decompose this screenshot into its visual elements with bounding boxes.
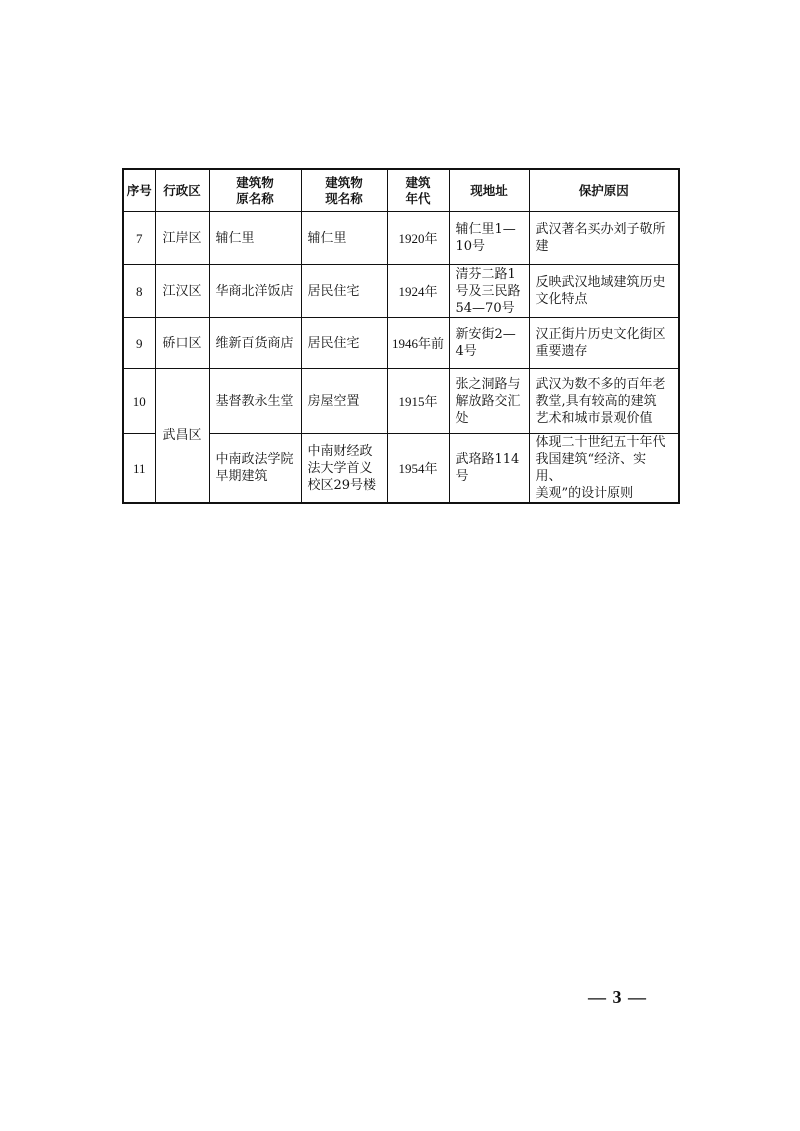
- cell-district: 江汉区: [155, 265, 209, 318]
- cell-current-name: [301, 318, 387, 369]
- cell-address-text: 武珞路114 号: [455, 452, 520, 484]
- cell-original-name: [209, 212, 301, 265]
- header-era: [387, 169, 449, 212]
- cell-original-name-text: 基督教永生堂: [215, 393, 294, 409]
- cell-current-name: [301, 434, 387, 504]
- cell-era: 1924年: [387, 265, 449, 318]
- cell-original-name-text: 华商北洋饭店: [215, 283, 294, 299]
- cell-era: 1915年: [387, 369, 449, 434]
- cell-address: [449, 265, 529, 318]
- header-current-name: [301, 169, 387, 212]
- page-number: — 3 —: [588, 987, 647, 1007]
- cell-address: [449, 318, 529, 369]
- header-current-name-text: 建筑物 现名称: [325, 174, 363, 206]
- cell-address: [449, 212, 529, 265]
- header-reason: 保护原因: [529, 169, 679, 212]
- cell-current-name-text: 辅仁里: [307, 230, 347, 246]
- header-original-name: [209, 169, 301, 212]
- cell-address-text: 清芬二路1 号及三民路 54—70号: [455, 266, 521, 316]
- cell-address-text: 辅仁里1— 10号: [455, 222, 516, 254]
- cell-reason: [529, 265, 679, 318]
- cell-original-name-text: 辅仁里: [215, 230, 255, 246]
- cell-current-name: [301, 265, 387, 318]
- header-district: 行政区: [155, 169, 209, 212]
- cell-district: 江岸区: [155, 212, 209, 265]
- cell-reason: [529, 318, 679, 369]
- table-row: [123, 369, 679, 434]
- table-header-row: [123, 169, 679, 212]
- cell-reason-text: 武汉著名买办刘子敬所 建: [535, 222, 666, 254]
- cell-district: 武昌区: [155, 369, 209, 504]
- cell-reason-text: 体现二十世纪五十年代 我国建筑“经济、实用、 美观”的设计原则: [535, 435, 666, 501]
- cell-original-name: [209, 318, 301, 369]
- table-row: [123, 265, 679, 318]
- cell-seq: 11: [123, 434, 155, 504]
- cell-current-name-text: 居民住宅: [307, 335, 360, 351]
- cell-reason-text: 汉正街片历史文化街区 重要遗存: [535, 327, 666, 359]
- cell-original-name: [209, 434, 301, 504]
- cell-current-name-text: 居民住宅: [307, 283, 360, 299]
- cell-original-name-text: 中南政法学院 早期建筑: [215, 452, 294, 484]
- cell-reason: [529, 434, 679, 504]
- cell-reason-text: 武汉为数不多的百年老 教堂,具有较高的建筑 艺术和城市景观价值: [535, 376, 666, 426]
- cell-address: [449, 434, 529, 504]
- cell-era: 1946年前: [387, 318, 449, 369]
- cell-address-text: 张之洞路与 解放路交汇 处: [455, 376, 521, 426]
- cell-current-name-text: 房屋空置: [307, 393, 360, 409]
- cell-reason: [529, 369, 679, 434]
- table-row: [123, 318, 679, 369]
- cell-seq: 9: [123, 318, 155, 369]
- cell-reason-text: 反映武汉地域建筑历史 文化特点: [535, 275, 666, 307]
- cell-seq: 7: [123, 212, 155, 265]
- header-address: 现地址: [449, 169, 529, 212]
- cell-original-name: [209, 369, 301, 434]
- header-era-text: 建筑 年代: [405, 174, 431, 206]
- cell-address: [449, 369, 529, 434]
- cell-original-name-text: 维新百货商店: [215, 335, 294, 351]
- cell-address-text: 新安街2— 4号: [455, 327, 516, 359]
- cell-current-name: [301, 369, 387, 434]
- header-seq: 序号: [123, 169, 155, 212]
- cell-seq: 8: [123, 265, 155, 318]
- cell-era: 1920年: [387, 212, 449, 265]
- cell-current-name: [301, 212, 387, 265]
- cell-reason: [529, 212, 679, 265]
- cell-seq: 10: [123, 369, 155, 434]
- cell-district: 硚口区: [155, 318, 209, 369]
- cell-original-name: [209, 265, 301, 318]
- cell-current-name-text: 中南财经政 法大学首义 校区29号楼: [307, 443, 377, 493]
- cell-era: 1954年: [387, 434, 449, 504]
- header-original-name-text: 建筑物 原名称: [236, 174, 274, 206]
- heritage-buildings-table: [122, 168, 680, 504]
- table-row: [123, 212, 679, 265]
